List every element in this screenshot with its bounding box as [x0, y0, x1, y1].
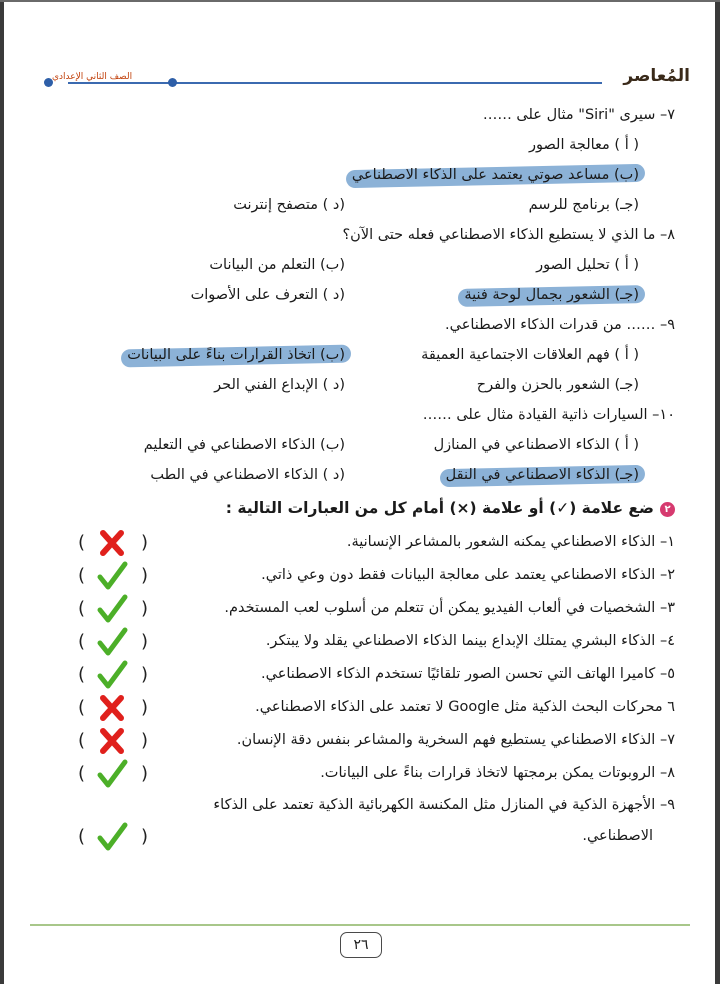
option-c-highlighted: (جـ) الشعور بجمال لوحة فنية — [464, 280, 639, 310]
cross-icon — [95, 528, 129, 558]
option-a: ( أ ) فهم العلاقات الاجتماعية العميقة — [421, 347, 639, 363]
question-8 — [30, 220, 675, 250]
check-icon — [95, 759, 129, 789]
statement-row — [30, 559, 675, 592]
cross-icon — [95, 693, 129, 723]
option-d: (د ) الإبداع الفني الحر — [214, 377, 345, 393]
option-row — [30, 460, 675, 490]
cross-icon — [95, 726, 129, 756]
answer-box: ( ) — [78, 658, 148, 691]
statement-row — [30, 658, 675, 691]
answer-box: ( ) — [78, 592, 148, 625]
answer-box: ( ) — [78, 724, 148, 757]
header-rule — [68, 82, 602, 84]
question-text: ٧– سيرى "Siri" مثال على …… — [482, 107, 675, 123]
section-2-heading — [30, 490, 675, 526]
check-icon — [95, 660, 129, 690]
question-text: ٩– …… من قدرات الذكاء الاصطناعي. — [445, 317, 675, 333]
statement-row — [30, 757, 675, 790]
answer-box: ( ) — [78, 526, 148, 559]
answer-box: ( ) — [78, 559, 148, 592]
page-content — [30, 100, 675, 853]
answer-box: ( ) — [78, 757, 148, 790]
statement-text: ٩– الأجهزة الذكية في المنازل مثل المكنسة الكهربائية الذكية تعتمد على الذكاء — [213, 797, 675, 813]
check-icon — [95, 561, 129, 591]
statement-text: ٢– الذكاء الاصطناعي يعتمد على معالجة البيانات فقط دون وعي ذاتي. — [261, 567, 675, 583]
statement-text: ٤– الذكاء البشري يمتلك الإبداع بينما الذكاء الاصطناعي يقلد ولا يبتكر. — [265, 633, 675, 649]
option-row — [30, 280, 675, 310]
header-dot-mid — [168, 78, 177, 87]
statement-row-continued — [30, 820, 675, 853]
statement-row — [30, 724, 675, 757]
statement-text: ٧– الذكاء الاصطناعي يستطيع فهم السخرية والمشاعر بنفس دقة الإنسان. — [236, 732, 675, 748]
footer-rule — [30, 924, 690, 926]
option-a: ( أ ) الذكاء الاصطناعي في المنازل — [433, 437, 639, 453]
option-b-highlighted: (ب) مساعد صوتي يعتمد على الذكاء الاصطناعي — [352, 160, 639, 190]
option-c: (جـ) برنامج للرسم — [528, 197, 639, 213]
section-title: ضع علامة (✓) أو علامة (×) أمام كل من العبارات التالية : — [225, 499, 654, 517]
statement-text: ٥– كاميرا الهاتف التي تحسن الصور تلقائيًا تستخدم الذكاء الاصطناعي. — [261, 666, 675, 682]
check-icon — [95, 822, 129, 852]
answer-box: ( ) — [78, 820, 148, 853]
option-row — [30, 430, 675, 460]
statement-row — [30, 625, 675, 658]
option-row — [30, 370, 675, 400]
answer-box: ( ) — [78, 625, 148, 658]
statement-row — [30, 592, 675, 625]
option-a: ( أ ) تحليل الصور — [536, 257, 639, 273]
statement-row — [30, 790, 675, 820]
option-row — [30, 130, 675, 160]
statement-text: ٦ محركات البحث الذكية مثل Google لا تعتمد على الذكاء الاصطناعي. — [255, 699, 675, 715]
option-d: (د ) متصفح إنترنت — [233, 197, 345, 213]
header-logo: المُعاصر — [623, 66, 690, 86]
page-header — [30, 66, 690, 96]
page-number: ٢٦ — [340, 932, 382, 958]
option-row — [30, 340, 675, 370]
option-b: (ب) الذكاء الاصطناعي في التعليم — [143, 437, 345, 453]
statement-row — [30, 691, 675, 724]
option-a: ( أ ) معالجة الصور — [528, 137, 639, 153]
question-9 — [30, 310, 675, 340]
statement-row — [30, 526, 675, 559]
option-c: (جـ) الشعور بالحزن والفرح — [476, 377, 639, 393]
section-number-badge: ٢ — [660, 502, 675, 517]
check-icon — [95, 594, 129, 624]
answer-box: ( ) — [78, 691, 148, 724]
question-7 — [30, 100, 675, 130]
option-c-highlighted: (جـ) الذكاء الاصطناعي في النقل — [446, 460, 639, 490]
option-row — [30, 250, 675, 280]
question-text: ٨– ما الذي لا يستطيع الذكاء الاصطناعي فعله حتى الآن؟ — [342, 227, 675, 243]
check-icon — [95, 627, 129, 657]
option-row — [30, 160, 675, 190]
option-d: (د ) الذكاء الاصطناعي في الطب — [150, 467, 345, 483]
statement-text: ٣– الشخصيات في ألعاب الفيديو يمكن أن تتعلم من أسلوب لعب المستخدم. — [224, 600, 675, 616]
statement-text: ١– الذكاء الاصطناعي يمكنه الشعور بالمشاعر الإنسانية. — [346, 534, 675, 550]
statement-text: ٨– الروبوتات يمكن برمجتها لاتخاذ قرارات بناءً على البيانات. — [320, 765, 675, 781]
header-grade-label: الصف الثاني الإعدادي — [52, 72, 133, 82]
statement-list — [30, 526, 675, 853]
option-b: (ب) التعلم من البيانات — [209, 257, 345, 273]
option-b-highlighted: (ب) اتخاذ القرارات بناءً على البيانات — [127, 340, 345, 370]
option-d: (د ) التعرف على الأصوات — [190, 287, 345, 303]
question-text: ١٠– السيارات ذاتية القيادة مثال على …… — [422, 407, 675, 423]
option-row — [30, 190, 675, 220]
question-10 — [30, 400, 675, 430]
statement-text-continuation: الاصطناعي. — [582, 828, 653, 844]
